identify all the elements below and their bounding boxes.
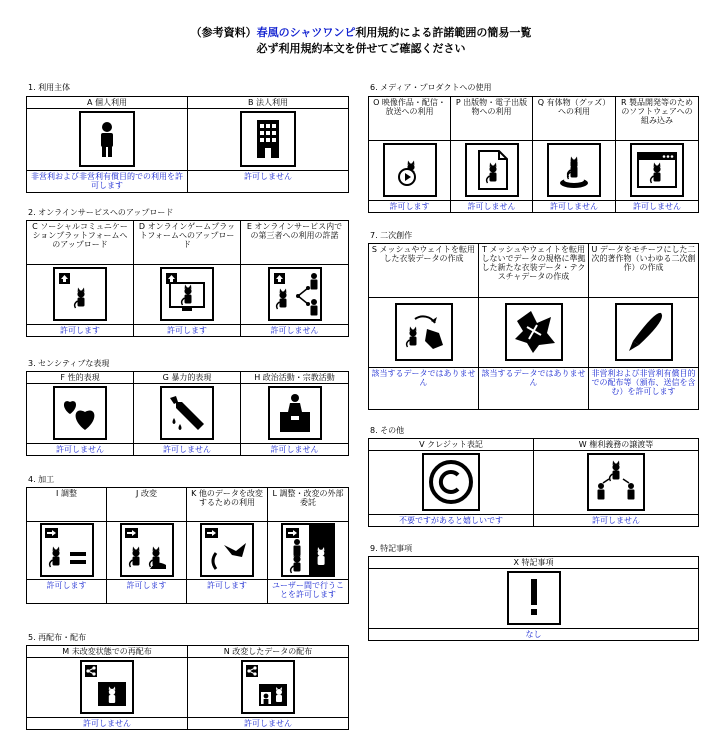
result-w: 許可しません [534, 515, 699, 527]
result-j: 許可します [107, 580, 187, 604]
building-icon [240, 111, 296, 167]
header-k: K 他のデータを改変するための利用 [187, 488, 268, 522]
result-i: 許可します [27, 580, 107, 604]
section-5-table [26, 645, 349, 730]
section-6-table [368, 96, 699, 213]
adjust-icon [40, 523, 94, 577]
header-c: C ソーシャルコミュニケーションプラットフォームへのアップロード [27, 221, 134, 265]
header-e: E オンラインサービス内での第三者への利用の許諾 [241, 221, 349, 265]
knife-icon [160, 386, 214, 440]
section-5-title: 5. 再配布・配布 [28, 633, 87, 642]
modify-icon [120, 523, 174, 577]
distribute-modified-icon [241, 660, 295, 714]
header-h: H 政治活動・宗教活動 [241, 372, 349, 384]
header-q: Q 有体物（グッズ）への利用 [533, 97, 616, 141]
header-x: X 特記事項 [369, 557, 699, 569]
section-9-table [368, 556, 699, 641]
section-2-table [26, 220, 349, 337]
exclamation-icon [507, 571, 561, 625]
result-h: 許可しません [241, 444, 349, 456]
video-icon [383, 143, 437, 197]
page-subtitle: 必ず利用規約本文を併せてご確認ください [256, 42, 466, 55]
result-o: 許可します [369, 201, 451, 213]
header-g: G 暴力的表現 [134, 372, 241, 384]
upload-cat-icon [53, 267, 107, 321]
other-data-icon [200, 523, 254, 577]
header-m: M 未改変状態での再配布 [27, 646, 188, 658]
result-k: 許可します [187, 580, 268, 604]
person-icon [79, 111, 135, 167]
result-m: 許可しません [27, 718, 188, 730]
header-s: S メッシュやウェイトを転用した衣装データの作成 [369, 244, 479, 298]
section-4-table [26, 487, 349, 604]
share-people-icon [268, 267, 322, 321]
header-o: O 映像作品・配信・放送への利用 [369, 97, 451, 141]
result-g: 許可しません [134, 444, 241, 456]
section-1-table [26, 96, 349, 193]
header-l: L 調整・改変の外部委託 [268, 488, 349, 522]
header-r: R 製品開発等のためのソフトウェアへの組み込み [616, 97, 699, 141]
header-t: T メッシュやウェイトを転用しないでデータの規格に準拠した新たな衣装データ・テクスチャデータの作成 [479, 244, 589, 298]
header-d: D オンラインゲームプラットフォームへのアップロード [134, 221, 241, 265]
section-2-title: 2. オンラインサービスへのアップロード [28, 208, 174, 217]
section-7-title: 7. 二次創作 [370, 231, 413, 240]
section-7-table [368, 243, 699, 410]
section-3-title: 3. センシティブな表現 [28, 359, 110, 368]
hearts-icon [53, 386, 107, 440]
result-e: 許可しません [241, 325, 349, 337]
result-l: ユーザー間で行うことを許可します [268, 580, 349, 604]
page-title: （参考資料）春風のシャツワンピ利用規約による許諾範囲の簡易一覧 [190, 26, 532, 39]
figure-icon [547, 143, 601, 197]
new-data-icon [505, 303, 563, 361]
result-s: 該当するデータではありません [369, 368, 479, 410]
result-t: 該当するデータではありません [479, 368, 589, 410]
section-9-title: 9. 特記事項 [370, 544, 413, 553]
header-b: B 法人利用 [188, 97, 349, 109]
header-u: U データをモチーフにした二次的著作物（いわゆる二次創作）の作成 [589, 244, 699, 298]
header-a: A 個人利用 [27, 97, 188, 109]
result-r: 許可しません [616, 201, 699, 213]
software-icon [630, 143, 684, 197]
section-6-title: 6. メディア・プロダクトへの使用 [370, 83, 492, 92]
result-f: 許可しません [27, 444, 134, 456]
section-8-title: 8. その他 [370, 426, 405, 435]
section-1-title: 1. 利用主体 [28, 83, 71, 92]
header-p: P 出版物・電子出版物への利用 [451, 97, 533, 141]
podium-icon [268, 386, 322, 440]
result-d: 許可します [134, 325, 241, 337]
result-c: 許可します [27, 325, 134, 337]
header-w: W 権利義務の譲渡等 [534, 439, 699, 451]
upload-monitor-cat-icon [160, 267, 214, 321]
copyright-icon [422, 453, 480, 511]
section-8-table [368, 438, 699, 527]
mesh-convert-icon [395, 303, 453, 361]
result-b: 許可しません [188, 171, 349, 193]
document-icon [465, 143, 519, 197]
header-j: J 改変 [107, 488, 187, 522]
result-n: 許可しません [188, 718, 349, 730]
result-v: 不要ですがあると嬉しいです [369, 515, 534, 527]
section-3-table [26, 371, 349, 456]
transfer-icon [587, 453, 645, 511]
product-name: 春風のシャツワンピ [256, 26, 356, 39]
section-4-title: 4. 加工 [28, 475, 55, 484]
header-n: N 改変したデータの配布 [188, 646, 349, 658]
result-a: 非営利および非営利有償目的での利用を許可します [27, 171, 188, 193]
redistribute-icon [80, 660, 134, 714]
result-x: なし [369, 629, 699, 641]
result-u: 非営利および非営利有償目的での配布等（頒布、送信を含む）を許可します [589, 368, 699, 410]
outsource-icon [281, 523, 335, 577]
header-v: V クレジット表記 [369, 439, 534, 451]
header-f: F 性的表現 [27, 372, 134, 384]
result-p: 許可しません [451, 201, 533, 213]
result-q: 許可しません [533, 201, 616, 213]
header-i: I 調整 [27, 488, 107, 522]
pen-icon [615, 303, 673, 361]
